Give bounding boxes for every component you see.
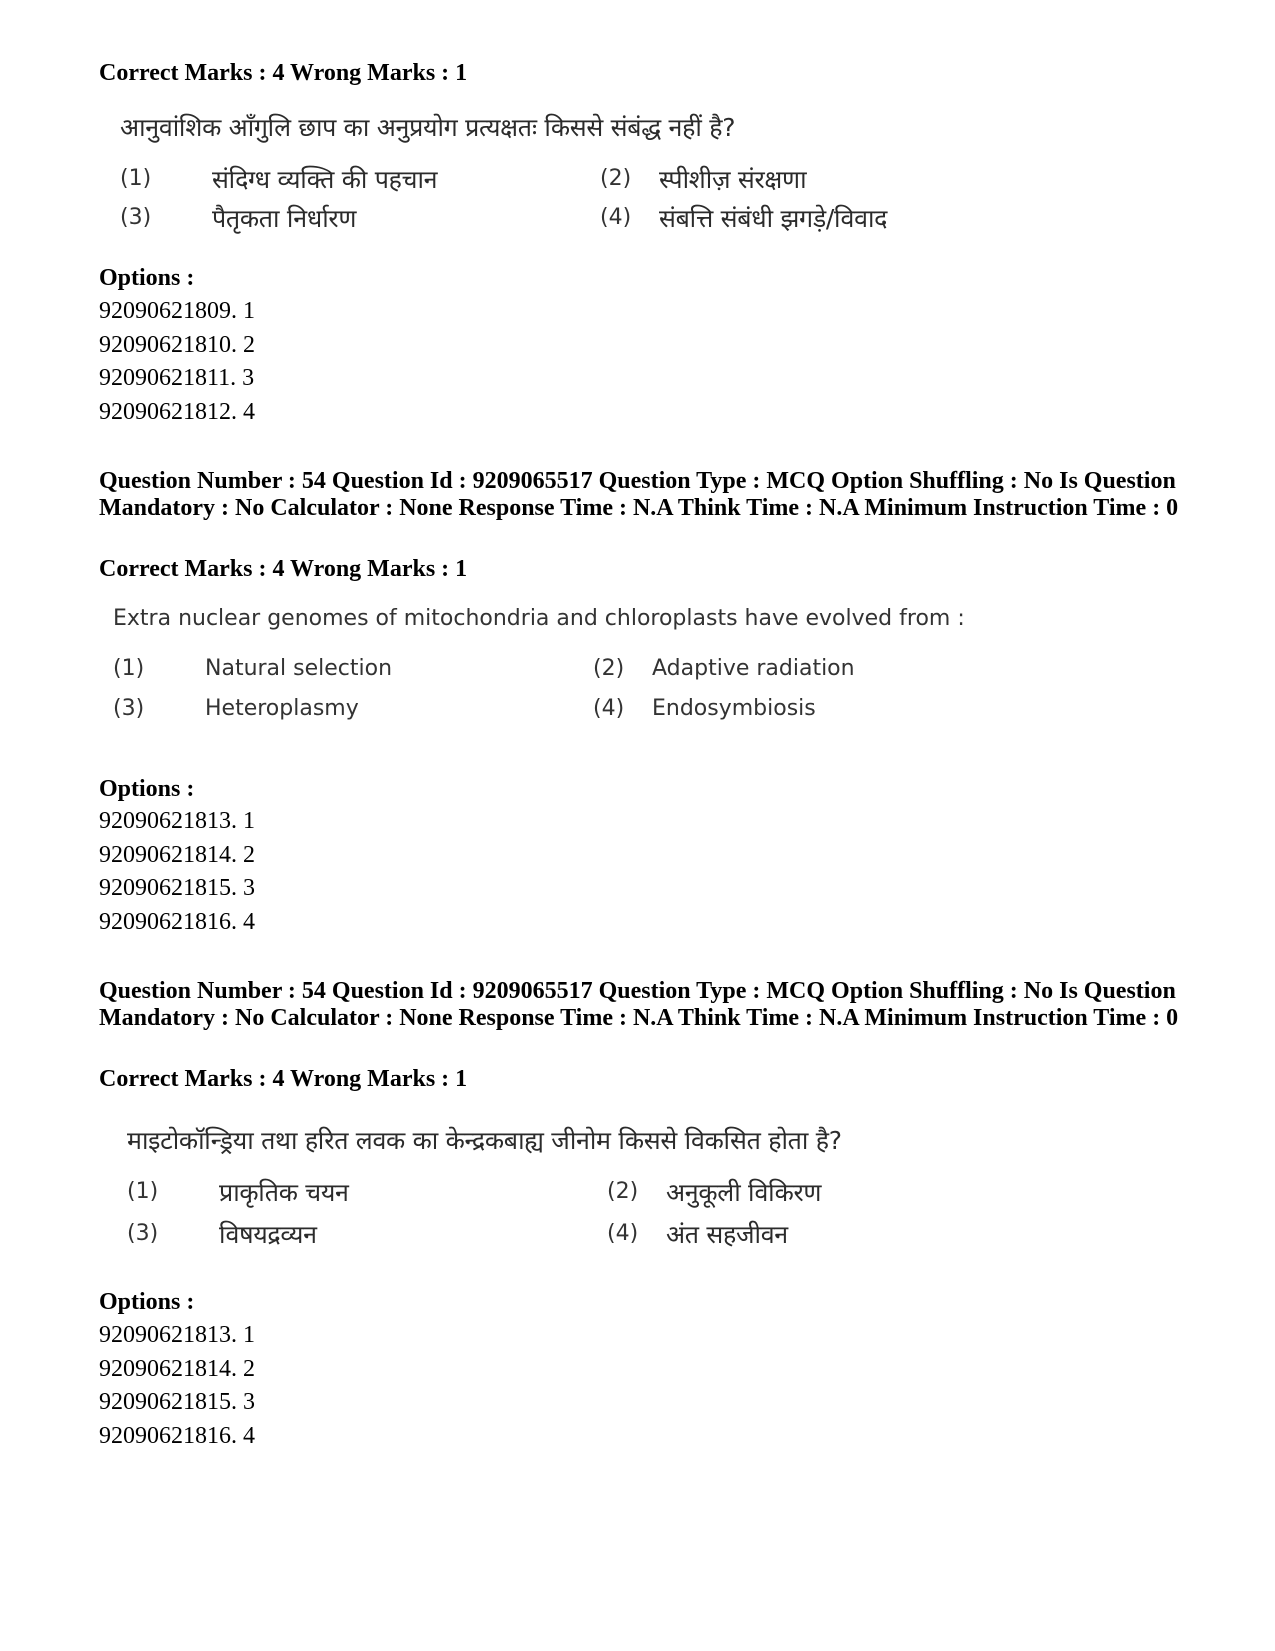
question-image xyxy=(120,108,1020,243)
question-text: माइटोकॉन्ड्रिया तथा हरित लवक का केन्द्रकबाह्य जीनोम किससे विकसित होता है? xyxy=(127,1126,842,1155)
option-item: 92090621811. 3 xyxy=(99,365,255,391)
choice-number: (3) xyxy=(120,205,152,230)
options-list xyxy=(99,295,255,429)
choice-number: (1) xyxy=(127,1179,159,1204)
choice-text: अंत सहजीवन xyxy=(666,1220,788,1249)
options-label: Options : xyxy=(99,776,195,802)
option-item: 92090621813. 1 xyxy=(99,808,255,834)
choice-number: (4) xyxy=(600,205,632,230)
choice-text: संबत्ति संबंधी झगड़े/विवाद xyxy=(659,204,888,233)
choice-text: Endosymbiosis xyxy=(652,696,816,721)
options-label: Options : xyxy=(99,1289,195,1315)
choice-number: (4) xyxy=(593,696,625,721)
question-text: Extra nuclear genomes of mitochondria and chloroplasts have evolved from : xyxy=(113,606,965,631)
choice-number: (3) xyxy=(113,696,145,721)
option-item: 92090621814. 2 xyxy=(99,1355,255,1382)
option-item: 92090621816. 4 xyxy=(99,1422,255,1449)
option-item: 92090621809. 1 xyxy=(99,298,255,324)
option-item: 92090621812. 4 xyxy=(99,398,255,425)
option-item: 92090621815. 3 xyxy=(99,1389,255,1415)
option-item: 92090621813. 1 xyxy=(99,1322,255,1348)
choice-text: Adaptive radiation xyxy=(652,656,855,681)
options-list xyxy=(99,1319,255,1453)
option-item: 92090621814. 2 xyxy=(99,841,255,868)
choice-text: अनुकूली विकिरण xyxy=(666,1178,822,1207)
marks-line: Correct Marks : 4 Wrong Marks : 1 xyxy=(99,1066,468,1092)
choice-number: (1) xyxy=(120,166,152,191)
options-list xyxy=(99,805,255,939)
question-image xyxy=(127,1123,1027,1258)
choice-text: संदिग्ध व्यक्ति की पहचान xyxy=(212,165,438,194)
choice-number: (2) xyxy=(607,1179,639,1204)
choice-text: प्राकृतिक चयन xyxy=(219,1178,349,1207)
choice-number: (2) xyxy=(600,166,632,191)
marks-line: Correct Marks : 4 Wrong Marks : 1 xyxy=(99,60,468,86)
option-item: 92090621810. 2 xyxy=(99,331,255,358)
choice-text: स्पीशीज़ संरक्षणा xyxy=(659,165,807,194)
choice-number: (2) xyxy=(593,656,625,681)
choice-number: (4) xyxy=(607,1221,639,1246)
choice-number: (3) xyxy=(127,1221,159,1246)
option-item: 92090621816. 4 xyxy=(99,908,255,935)
question-text: आनुवांशिक आँगुलि छाप का अनुप्रयोग प्रत्यक्षतः किससे संबंद्ध नहीं है? xyxy=(120,113,736,142)
choice-text: विषयद्रव्यन xyxy=(219,1220,317,1249)
choice-text: Natural selection xyxy=(205,656,393,681)
option-item: 92090621815. 3 xyxy=(99,875,255,901)
question-image xyxy=(113,606,1013,741)
choice-text: पैतृकता निर्धारण xyxy=(212,204,357,233)
choice-text: Heteroplasmy xyxy=(205,696,359,721)
choice-number: (1) xyxy=(113,656,145,681)
question-meta: Question Number : 54 Question Id : 9209065517 Question Type : MCQ Option Shuffling : No Is Question Mandatory : No Calculator : None Response Time : N.A Think Time : N.A Minimum Instruction Time : 0 xyxy=(99,468,1179,521)
question-meta: Question Number : 54 Question Id : 9209065517 Question Type : MCQ Option Shuffling : No Is Question Mandatory : No Calculator : None Response Time : N.A Think Time : N.A Minimum Instruction Time : 0 xyxy=(99,978,1179,1031)
marks-line: Correct Marks : 4 Wrong Marks : 1 xyxy=(99,556,468,582)
options-label: Options : xyxy=(99,265,195,291)
